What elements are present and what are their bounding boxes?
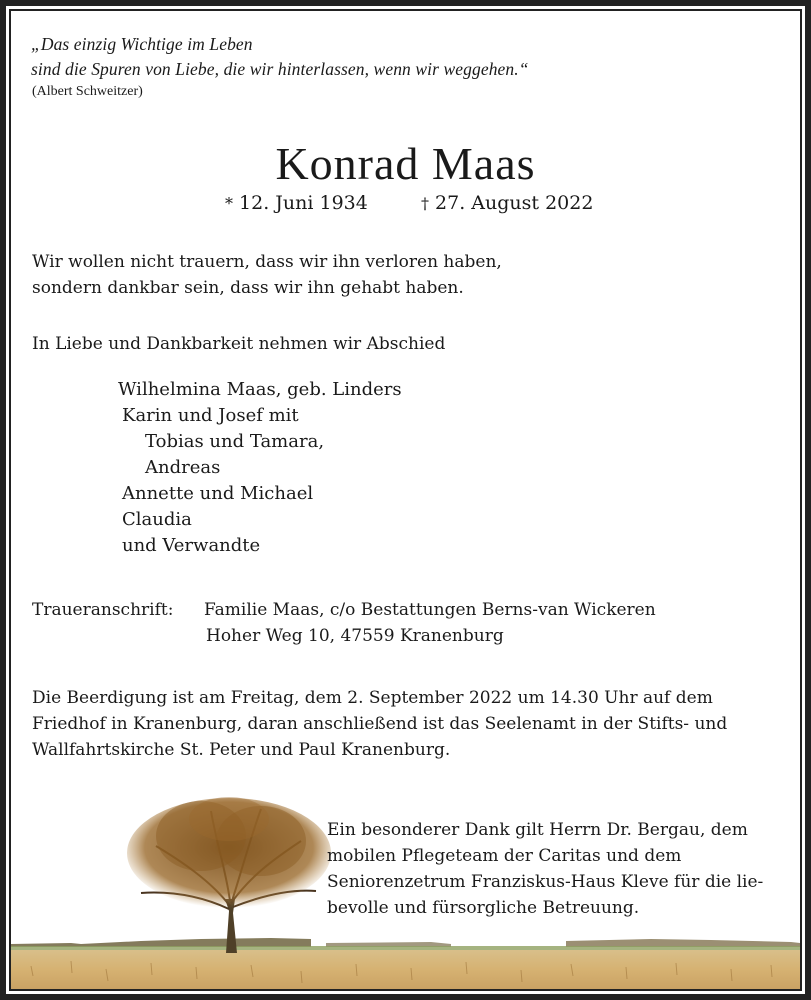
address-line: Familie Maas, c/o Bestattungen Berns-van Wickeren (204, 600, 656, 620)
mourner: Andreas (145, 457, 221, 478)
dedication-line: sondern dankbar sein, dass wir ihn gehabt haben. (32, 278, 464, 298)
dedication-line: Wir wollen nicht trauern, dass wir ihn verloren haben, (32, 252, 502, 272)
funeral-line: Die Beerdigung ist am Freitag, dem 2. September 2022 um 14.30 Uhr auf dem (32, 688, 713, 708)
dagger-icon: † (421, 194, 429, 213)
thanks-line: mobilen Pflegeteam der Caritas und dem (327, 846, 682, 866)
mourner: und Verwandte (122, 535, 261, 556)
birth-star-icon: * (225, 194, 233, 213)
thanks-line: Seniorenzetrum Franziskus-Haus Kleve für die lie- (327, 872, 764, 892)
farewell-text: In Liebe und Dankbarkeit nehmen wir Abschied (32, 334, 446, 354)
obituary-notice (11, 11, 800, 989)
address-value (204, 597, 656, 649)
thanks-line: Ein besonderer Dank gilt Herrn Dr. Bergau, dem (327, 820, 748, 840)
mourner: Claudia (122, 509, 192, 530)
quote-line: „Das einzig Wichtige im Leben (31, 34, 253, 54)
birth-date (225, 192, 368, 214)
dedication-text (32, 249, 502, 301)
funeral-line: Friedhof in Kranenburg, daran anschließend ist das Seelenamt in der Stifts- und (32, 714, 728, 734)
funeral-details (32, 685, 727, 763)
death-date-text: 27. August 2022 (435, 192, 594, 214)
mourner: Wilhelmina Maas, geb. Linders (118, 379, 402, 400)
quote-author: (Albert Schweitzer) (32, 84, 143, 99)
mourner: Annette und Michael (122, 483, 314, 504)
mourner: Karin und Josef mit (122, 405, 299, 426)
deceased-name: Konrad Maas (275, 138, 536, 189)
quote-line: sind die Spuren von Liebe, die wir hinterlassen, wenn wir weggehen.“ (31, 59, 529, 79)
funeral-line: Wallfahrtskirche St. Peter und Paul Kranenburg. (32, 740, 451, 760)
mourner: Tobias und Tamara, (145, 431, 325, 452)
address-line: Hoher Weg 10, 47559 Kranenburg (206, 626, 504, 646)
birth-date-text: 12. Juni 1934 (239, 192, 368, 214)
thanks-text (327, 817, 763, 921)
quote (31, 32, 529, 82)
thanks-line: bevolle und fürsorgliche Betreuung. (327, 898, 640, 918)
mourners-list (118, 377, 402, 559)
death-date (421, 192, 593, 214)
address-label: Traueranschrift: (32, 600, 174, 620)
